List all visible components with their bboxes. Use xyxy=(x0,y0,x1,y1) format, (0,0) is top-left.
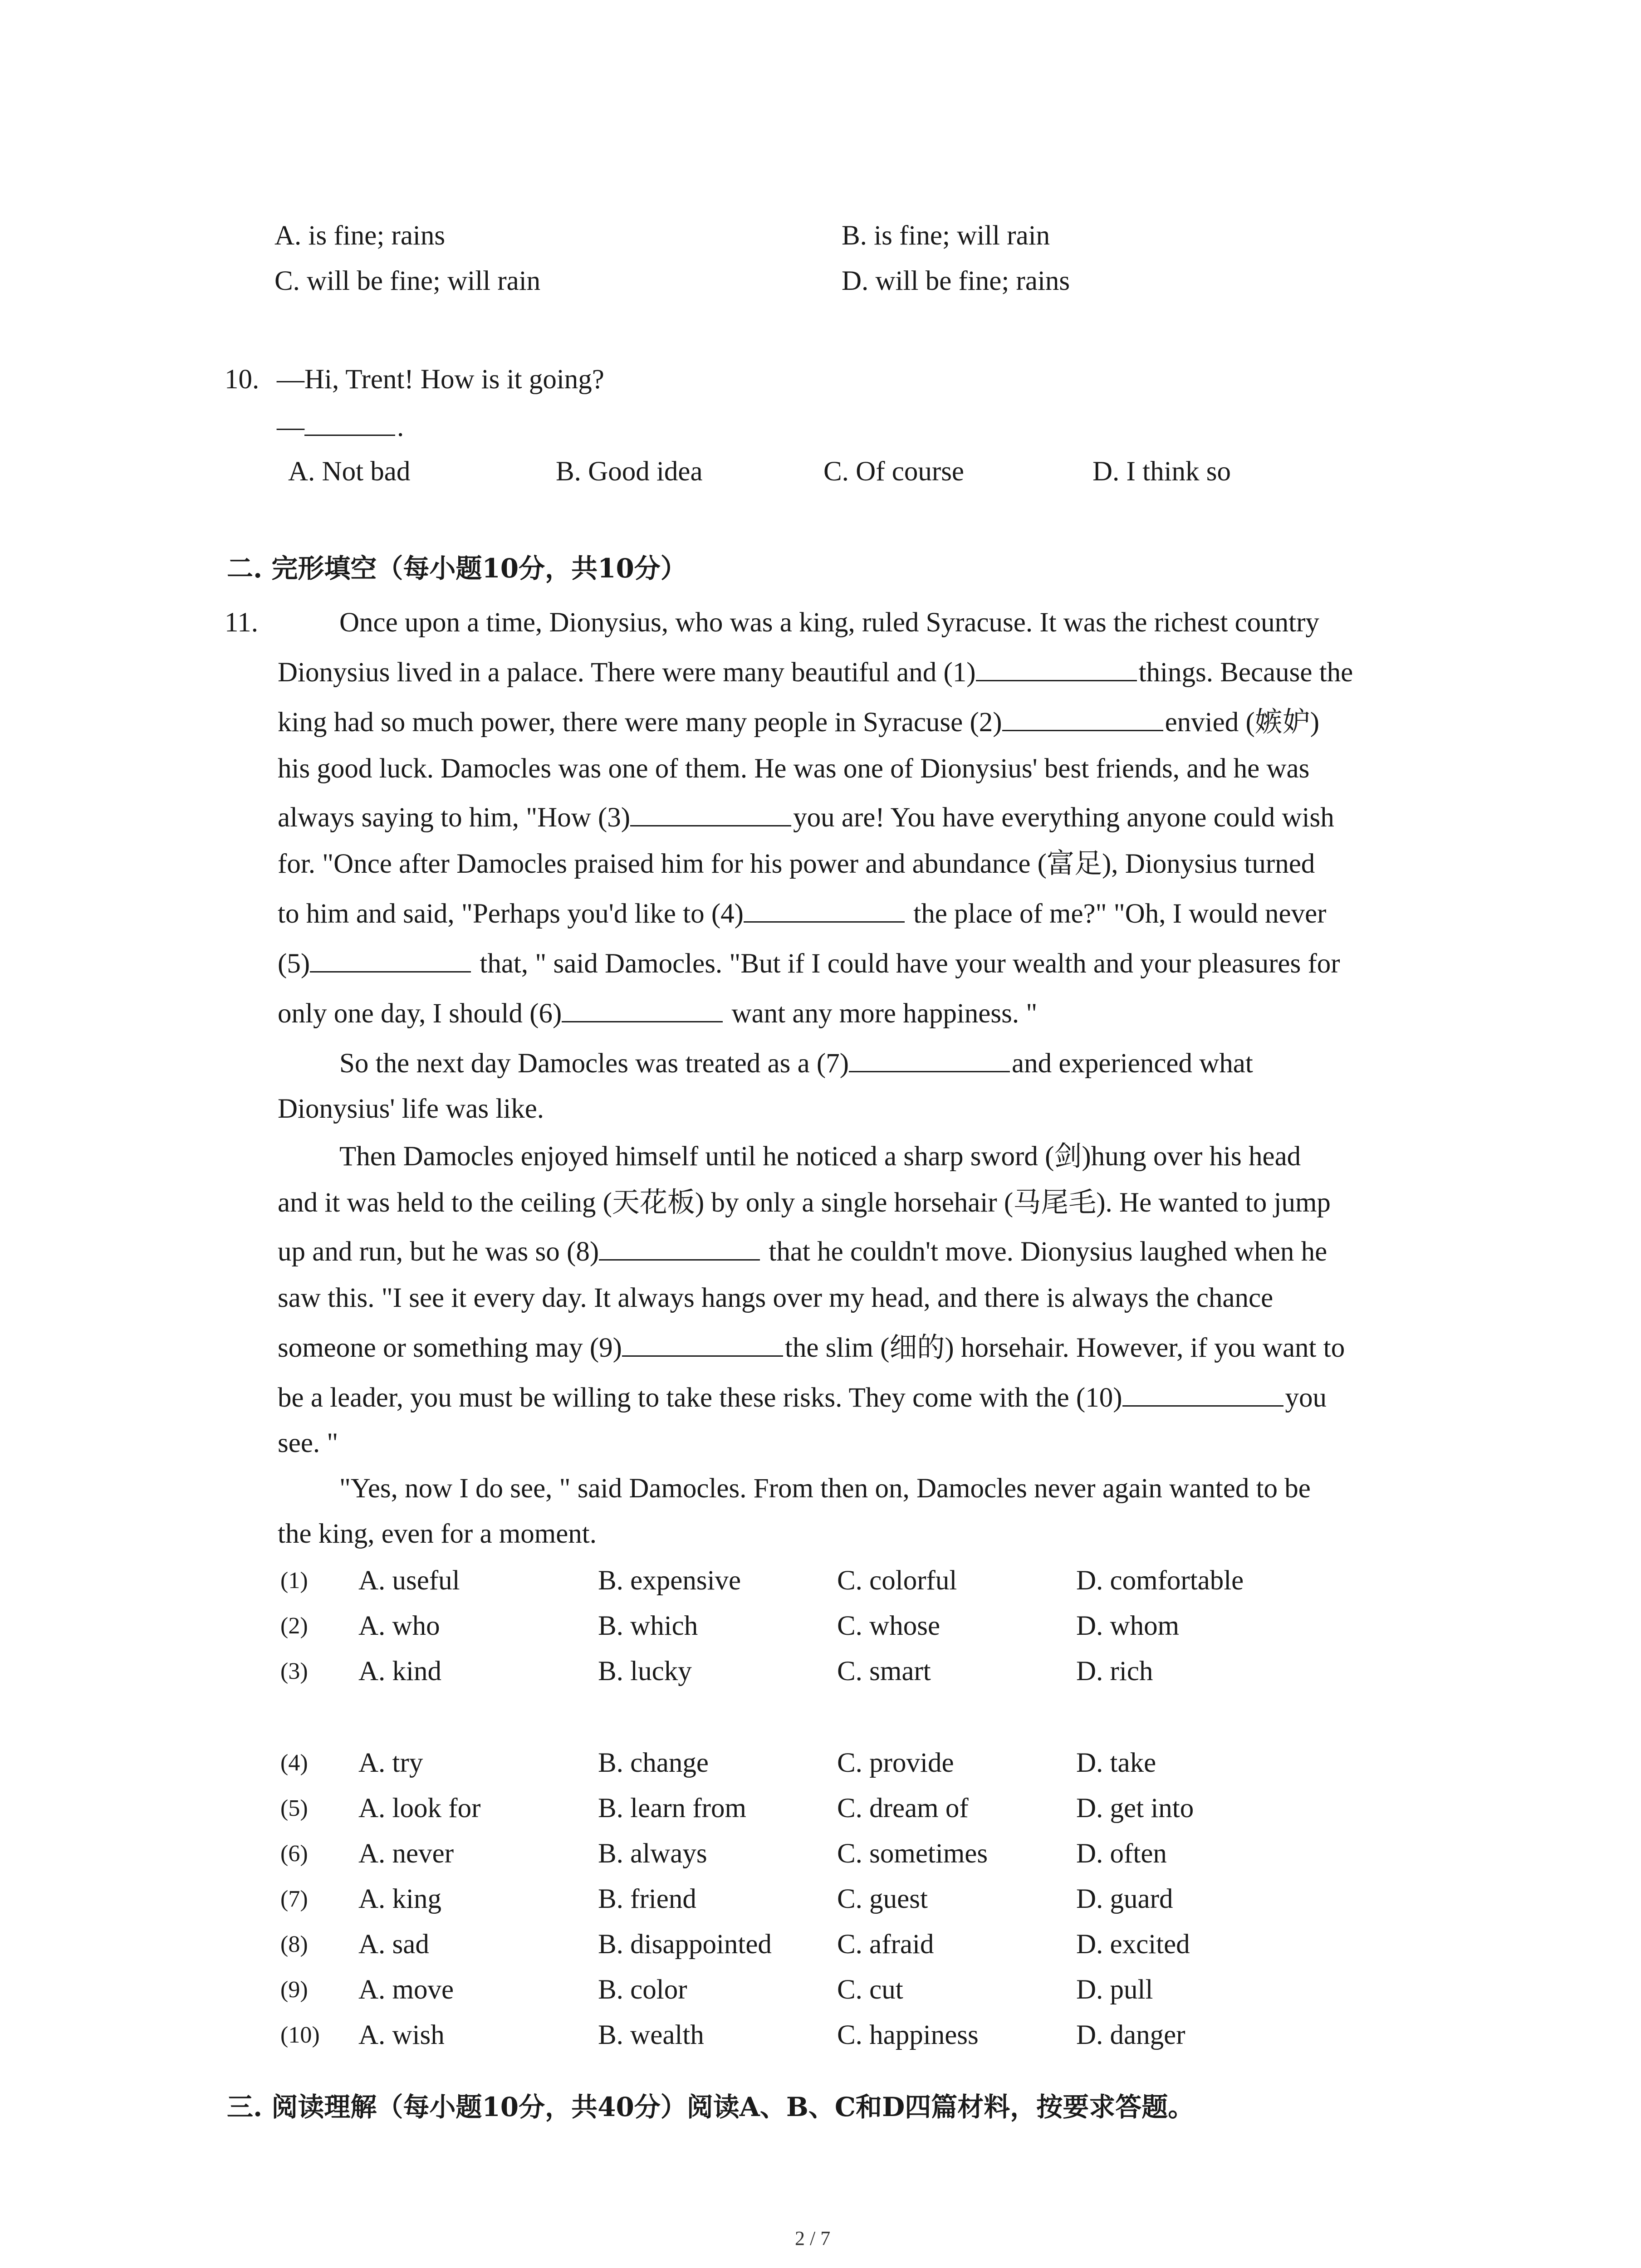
q10-option-a: A. Not bad xyxy=(288,456,411,487)
passage-line: someone or something may (9) the slim (细的) horsehair. However, if you want to xyxy=(278,1333,1345,1363)
passage-line: saw this. "I see it every day. It always hangs over my head, and there is always the chance xyxy=(278,1283,1274,1313)
passage-line: to him and said, "Perhaps you'd like to (4) the place of me?" "Oh, I would never xyxy=(278,899,1327,929)
blank-3[interactable] xyxy=(630,802,791,826)
passage-line: So the next day Damocles was treated as a (7) and experienced what xyxy=(339,1048,1253,1079)
choice-option[interactable]: C. smart xyxy=(837,1656,931,1686)
choice-option[interactable]: A. try xyxy=(358,1748,423,1778)
page-number: 2 / 7 xyxy=(795,2227,831,2249)
choice-option[interactable]: C. provide xyxy=(837,1748,954,1778)
choice-option[interactable]: C. cut xyxy=(837,1975,903,2005)
q10-number: 10. xyxy=(225,364,260,395)
choice-option[interactable]: C. whose xyxy=(837,1611,941,1641)
choice-number: (3) xyxy=(280,1658,308,1684)
choice-option[interactable]: A. who xyxy=(358,1611,440,1641)
q10-reply-suffix: . xyxy=(397,412,404,442)
passage-line: see. " xyxy=(278,1428,338,1458)
choice-option[interactable]: A. king xyxy=(358,1884,441,1914)
passage-line: only one day, I should (6) want any more happiness. " xyxy=(278,998,1038,1029)
q11-number: 11. xyxy=(225,607,258,638)
section3-heading: 三. 阅读理解（每小题10分，共40分）阅读A、B、C和D四篇材料，按要求答题。 xyxy=(227,2092,1195,2122)
blank-2[interactable] xyxy=(1002,706,1163,731)
q10-reply xyxy=(277,409,404,445)
q9-option-a: A. is fine; rains xyxy=(274,220,446,251)
passage-line: and it was held to the ceiling (天花板) by only a single horsehair (马尾毛). He wanted to jump xyxy=(278,1188,1331,1218)
choice-number: (10) xyxy=(280,2022,320,2048)
passage-line: "Yes, now I do see, " said Damocles. From then on, Damocles never again wanted to be xyxy=(339,1473,1311,1504)
choice-option[interactable]: A. kind xyxy=(358,1656,441,1686)
passage-line: king had so much power, there were many people in Syracuse (2) envied (嫉妒) xyxy=(278,707,1320,738)
choice-option[interactable]: C. guest xyxy=(837,1884,928,1914)
choice-number: (4) xyxy=(280,1750,308,1776)
q10-answer-blank[interactable] xyxy=(304,411,395,436)
choice-option[interactable]: A. sad xyxy=(358,1929,429,1960)
passage-line: (5) that, " said Damocles. "But if I could have your wealth and your pleasures for xyxy=(278,948,1340,979)
passage-line: Dionysius' life was like. xyxy=(278,1094,544,1124)
blank-9[interactable] xyxy=(622,1332,783,1357)
choice-number: (1) xyxy=(280,1568,308,1593)
choice-option[interactable]: C. happiness xyxy=(837,2020,979,2050)
q10-option-d: D. I think so xyxy=(1092,456,1231,487)
blank-4[interactable] xyxy=(744,898,905,923)
choice-option[interactable]: D. excited xyxy=(1076,1929,1190,1960)
q10-prompt: —Hi, Trent! How is it going? xyxy=(277,364,604,395)
section2-heading: 二. 完形填空（每小题10分，共10分） xyxy=(227,553,687,584)
choice-number: (9) xyxy=(280,1977,308,2003)
choice-option[interactable]: A. look for xyxy=(358,1793,481,1823)
q10-option-b: B. Good idea xyxy=(556,456,703,487)
choice-number: (6) xyxy=(280,1841,308,1867)
blank-7[interactable] xyxy=(849,1047,1010,1072)
choice-option[interactable]: B. always xyxy=(598,1838,707,1869)
choice-option[interactable]: B. friend xyxy=(598,1884,696,1914)
q9-option-b: B. is fine; will rain xyxy=(842,220,1050,251)
choice-option[interactable]: B. lucky xyxy=(598,1656,692,1686)
choice-option[interactable]: A. wish xyxy=(358,2020,445,2050)
passage-line: always saying to him, "How (3) you are! You have everything anyone could wish xyxy=(278,802,1334,833)
choice-option[interactable]: B. change xyxy=(598,1748,709,1778)
blank-8[interactable] xyxy=(599,1236,760,1261)
choice-number: (2) xyxy=(280,1613,308,1639)
passage-line: Dionysius lived in a palace. There were many beautiful and (1) things. Because the xyxy=(278,657,1353,688)
blank-6[interactable] xyxy=(562,997,723,1022)
choice-number: (5) xyxy=(280,1795,308,1821)
blank-10[interactable] xyxy=(1122,1382,1283,1407)
choice-option[interactable]: C. afraid xyxy=(837,1929,934,1960)
q10-reply-prefix: — xyxy=(277,412,304,442)
choice-option[interactable]: B. color xyxy=(598,1975,687,2005)
choice-option[interactable]: D. rich xyxy=(1076,1656,1153,1686)
choice-option[interactable]: D. guard xyxy=(1076,1884,1173,1914)
passage-line: for. "Once after Damocles praised him for his power and abundance (富足), Dionysius turned xyxy=(278,849,1315,879)
choice-option[interactable]: B. expensive xyxy=(598,1565,741,1596)
choice-option[interactable]: A. never xyxy=(358,1838,454,1869)
blank-5[interactable] xyxy=(310,948,471,973)
blank-1[interactable] xyxy=(976,656,1137,681)
choice-option[interactable]: D. whom xyxy=(1076,1611,1180,1641)
choice-option[interactable]: B. which xyxy=(598,1611,698,1641)
choice-option[interactable]: D. get into xyxy=(1076,1793,1194,1823)
passage-line: up and run, but he was so (8) that he couldn't move. Dionysius laughed when he xyxy=(278,1237,1327,1267)
choice-option[interactable]: B. wealth xyxy=(598,2020,704,2050)
choice-option[interactable]: C. colorful xyxy=(837,1565,957,1596)
choice-option[interactable]: C. sometimes xyxy=(837,1838,988,1869)
q10-option-c: C. Of course xyxy=(823,456,965,487)
q9-option-d: D. will be fine; rains xyxy=(842,266,1070,296)
choice-option[interactable]: B. disappointed xyxy=(598,1929,772,1960)
passage-line: the king, even for a moment. xyxy=(278,1519,597,1549)
passage-line: be a leader, you must be willing to take these risks. They come with the (10) you xyxy=(278,1383,1327,1413)
passage-line: Then Damocles enjoyed himself until he noticed a sharp sword (剑)hung over his head xyxy=(339,1141,1301,1172)
passage-line: his good luck. Damocles was one of them. He was one of Dionysius' best friends, and he was xyxy=(278,753,1310,784)
choice-option[interactable]: A. useful xyxy=(358,1565,460,1596)
choice-option[interactable]: B. learn from xyxy=(598,1793,746,1823)
choice-option[interactable]: D. take xyxy=(1076,1748,1156,1778)
choice-option[interactable]: D. danger xyxy=(1076,2020,1185,2050)
choice-option[interactable]: D. pull xyxy=(1076,1975,1153,2005)
passage-line: Once upon a time, Dionysius, who was a king, ruled Syracuse. It was the richest country xyxy=(339,607,1319,638)
q9-option-c: C. will be fine; will rain xyxy=(274,266,541,296)
choice-option[interactable]: C. dream of xyxy=(837,1793,969,1823)
choice-number: (7) xyxy=(280,1886,308,1912)
choice-number: (8) xyxy=(280,1931,308,1957)
choice-option[interactable]: A. move xyxy=(358,1975,454,2005)
choice-option[interactable]: D. often xyxy=(1076,1838,1167,1869)
choice-option[interactable]: D. comfortable xyxy=(1076,1565,1244,1596)
